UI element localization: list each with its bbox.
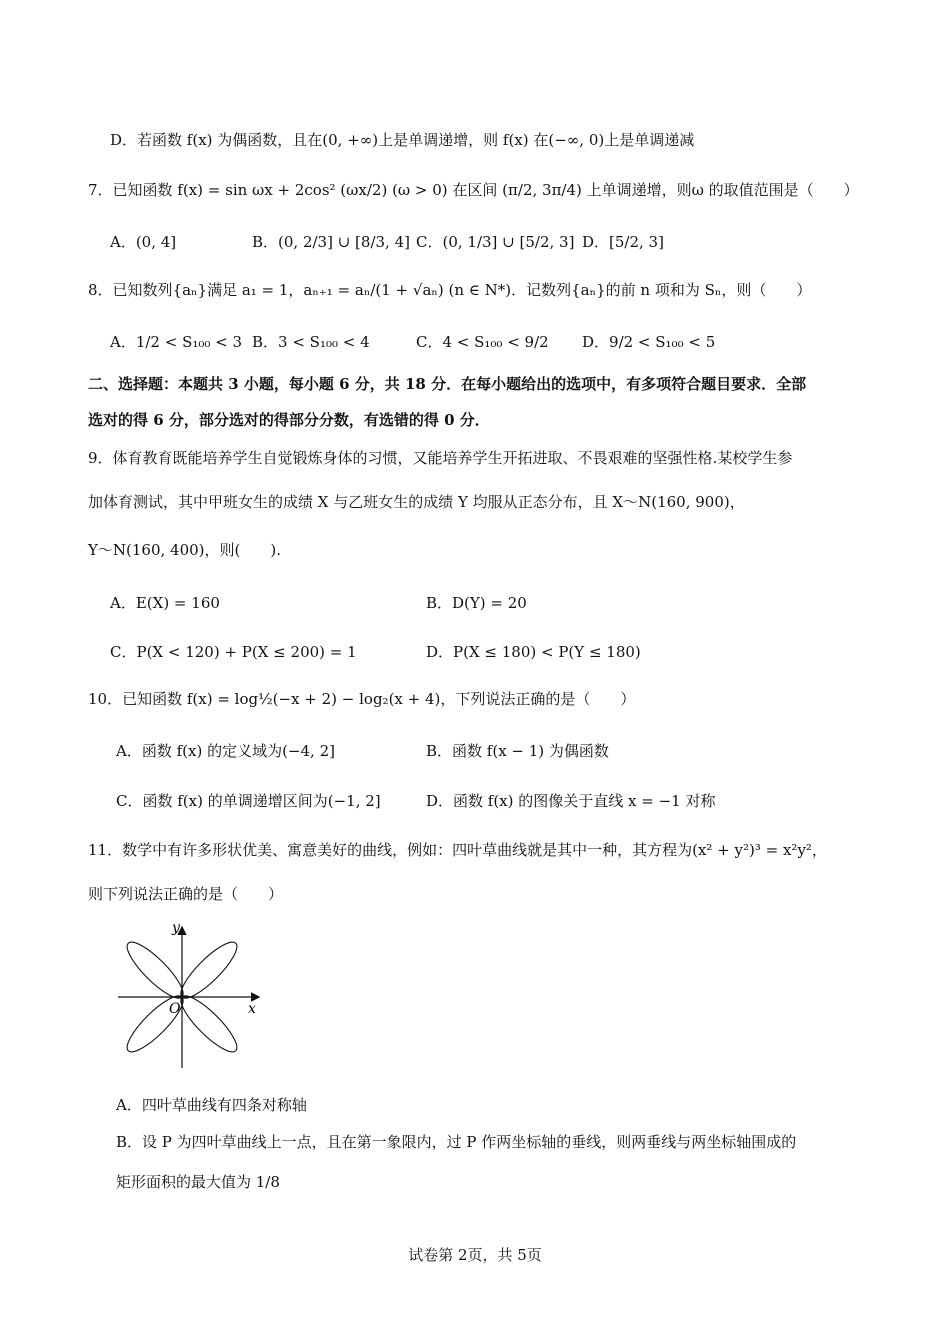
q8-option-c: C．4 < S₁₀₀ < 9/2: [416, 333, 549, 351]
q9-option-d: D．P(X ≤ 180) < P(Y ≤ 180): [426, 643, 641, 661]
q10-option-d: D．函数 f(x) 的图像关于直线 x = −1 对称: [426, 792, 716, 810]
q10-option-c: C．函数 f(x) 的单调递增区间为(−1, 2]: [116, 792, 381, 810]
q10-option-b: B．函数 f(x − 1) 为偶函数: [426, 742, 609, 760]
q9-option-b: B．D(Y) = 20: [426, 594, 527, 612]
q11-line1: 11．数学中有许多形状优美、寓意美好的曲线，例如：四叶草曲线就是其中一种，其方程为(x² + y²)³ = x²y²，: [88, 841, 827, 859]
q9-line2: 加体育测试，其中甲班女生的成绩 X 与乙班女生的成绩 Y 均服从正态分布，且 X～N(160, 900)，: [88, 493, 745, 511]
q11-option-b-line1: B．设 P 为四叶草曲线上一点，且在第一象限内，过 P 作两坐标轴的垂线，则两垂线与两坐标轴围成的: [116, 1133, 797, 1151]
leaf-q3: [120, 989, 189, 1058]
q8-option-a: A．1/2 < S₁₀₀ < 3: [110, 333, 243, 351]
q8-option-d: D．9/2 < S₁₀₀ < 5: [582, 333, 716, 351]
leaf-q4: [174, 989, 243, 1058]
y-axis-label: y: [172, 920, 180, 936]
q10-stem: 10．已知函数 f(x) = log½(−x + 2) − log₂(x + 4)，下列说法正确的是（ ）: [88, 690, 636, 708]
q9-option-a: A．E(X) = 160: [110, 594, 220, 612]
q6-option-d: D．若函数 f(x) 为偶函数，且在(0, +∞)上是单调递增，则 f(x) 在(−∞, 0)上是单调递减: [110, 131, 695, 149]
leaf-q1: [174, 935, 243, 1004]
q11-option-a: A．四叶草曲线有四条对称轴: [116, 1096, 307, 1114]
q10-option-a: A．函数 f(x) 的定义域为(−4, 2]: [116, 742, 335, 760]
q8-stem: 8．已知数列{aₙ}满足 a₁ = 1，aₙ₊₁ = aₙ/(1 + √aₙ) (n ∈ N*)．记数列{aₙ}的前 n 项和为 Sₙ，则（ ）: [88, 281, 812, 299]
q11-option-b-line2: 矩形面积的最大值为 1/8: [116, 1173, 280, 1191]
leaf-q2: [120, 935, 189, 1004]
four-leaf-clover-figure: [112, 920, 262, 1070]
q9-line1: 9．体育教育既能培养学生自觉锻炼身体的习惯，又能培养学生开拓进取、不畏艰难的坚强性格.某校学生参: [88, 449, 793, 467]
section2-heading-line2: 选对的得 6 分，部分选对的得部分分数，有选错的得 0 分．: [88, 411, 490, 429]
q7-option-d: D．[5/2, 3]: [582, 233, 664, 251]
q8-option-b: B．3 < S₁₀₀ < 4: [252, 333, 370, 351]
q11-line2: 则下列说法正确的是（ ）: [88, 885, 284, 903]
q7-option-b: B．(0, 2/3] ∪ [8/3, 4]: [252, 233, 410, 251]
origin-label: O: [169, 1001, 181, 1017]
x-axis-label: x: [248, 1001, 256, 1017]
q7-option-c: C．(0, 1/3] ∪ [5/2, 3]: [416, 233, 575, 251]
q7-stem: 7．已知函数 f(x) = sin ωx + 2cos² (ωx/2) (ω > 0) 在区间 (π/2, 3π/4) 上单调递增，则ω 的取值范围是（ ）: [88, 181, 859, 199]
q9-option-c: C．P(X < 120) + P(X ≤ 200) = 1: [110, 643, 357, 661]
q7-option-a: A．(0, 4]: [110, 233, 177, 251]
q9-line3: Y～N(160, 400)，则( ).: [88, 541, 282, 559]
page-footer: 试卷第 2页，共 5页: [408, 1246, 542, 1264]
section2-heading-line1: 二、选择题：本题共 3 小题，每小题 6 分，共 18 分．在每小题给出的选项中，有多项符合题目要求．全部: [88, 375, 807, 393]
